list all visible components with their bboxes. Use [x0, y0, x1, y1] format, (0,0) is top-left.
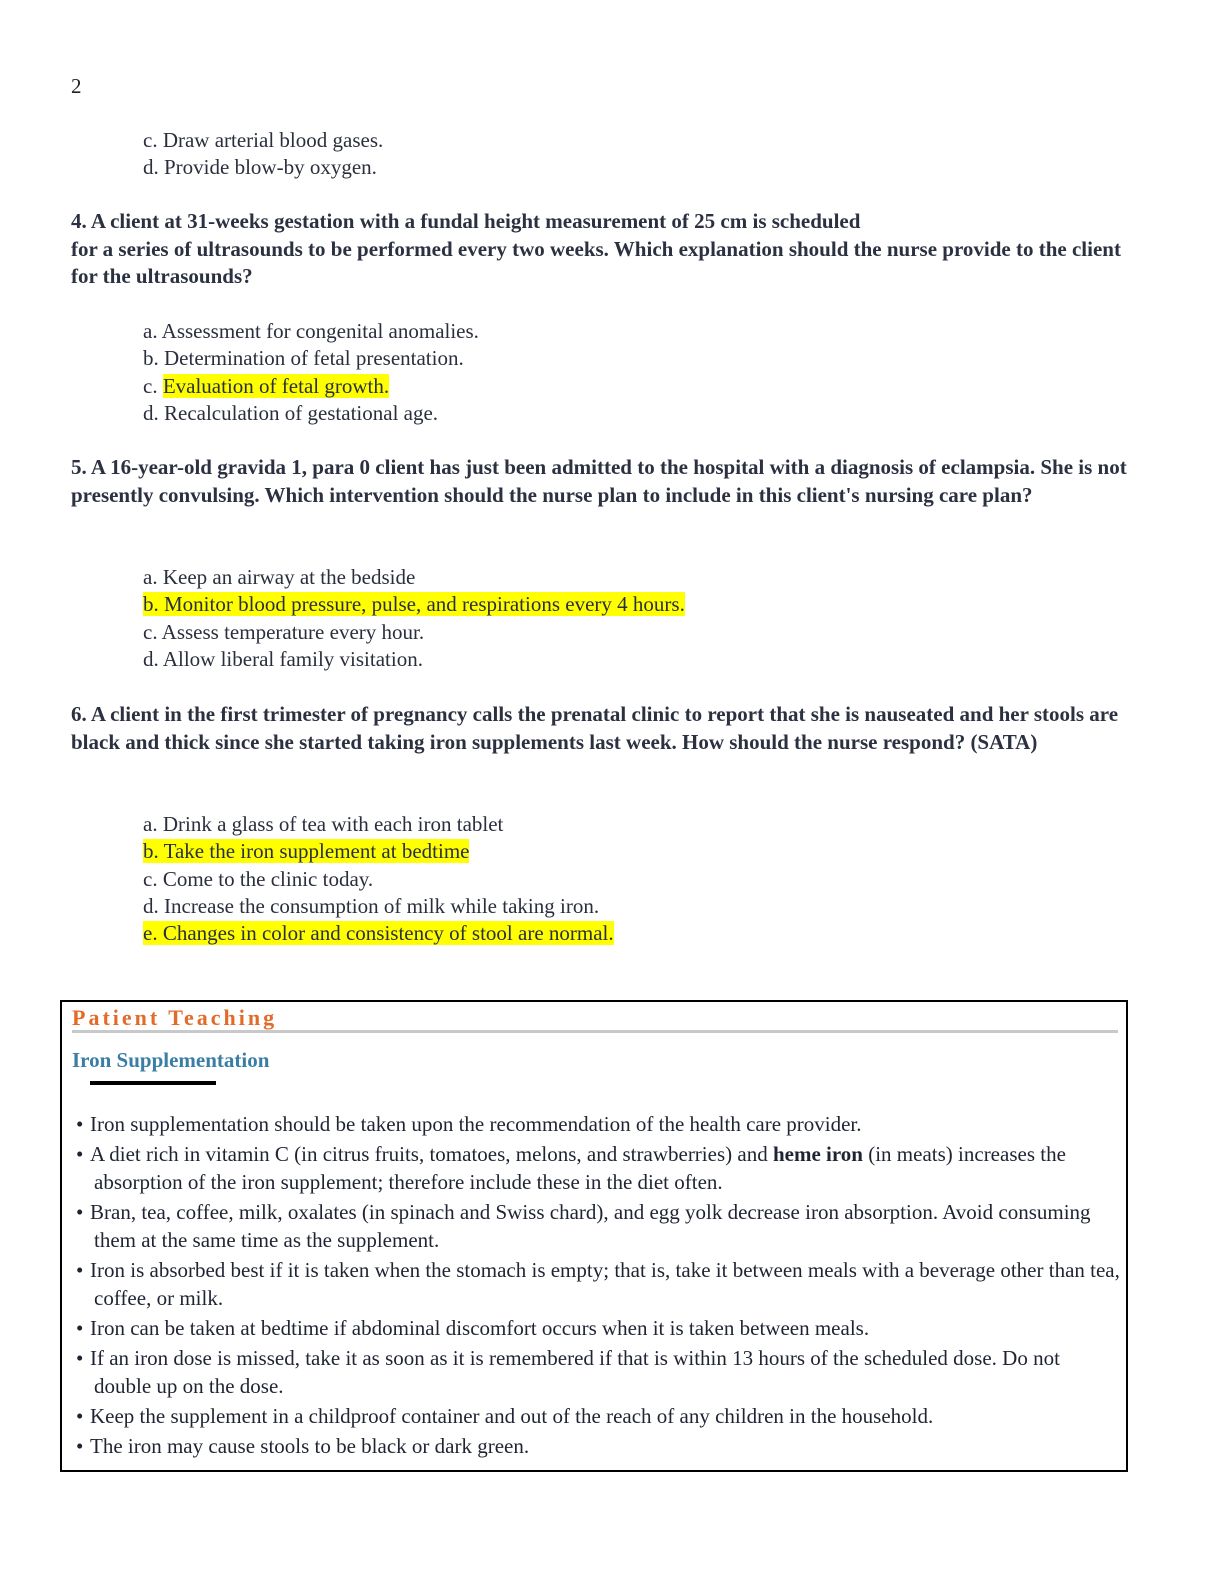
question-number: 4. [71, 209, 87, 233]
teaching-item-text: Bran, tea, coffee, milk, oxalates (in spinach and Swiss chard), and egg yolk decrease iron absorption. Avoid consuming them at the same time as the supplement. [90, 1200, 1091, 1252]
q3-option-c: c. Draw arterial blood gases. [143, 128, 384, 152]
teaching-item-text: A diet rich in vitamin C (in citrus fruits, tomatoes, melons, and strawberries) and [90, 1142, 773, 1166]
question-number: 5. [71, 455, 87, 479]
option-letter: e. [143, 921, 158, 946]
q6-option-b [143, 838, 614, 865]
option-text: Increase the consumption of milk while taking iron. [164, 893, 600, 918]
question-stem: A 16-year-old gravida 1, para 0 client has just been admitted to the hospital with a diagnosis of eclampsia. She is not presently convulsing. Which intervention should the nurse plan to include in this client's nursing care plan? [71, 455, 1127, 507]
option-letter: c. [143, 866, 158, 891]
option-letter: b. [143, 839, 159, 864]
teaching-item-text: The iron may cause stools to be black or dark green. [90, 1434, 530, 1458]
teaching-item [76, 1314, 1122, 1342]
header-divider [72, 1030, 1118, 1033]
option-text: Determination of fetal presentation. [164, 346, 464, 371]
bullet-icon: • [76, 1258, 84, 1282]
teaching-item [76, 1432, 1122, 1460]
bullet-icon: • [76, 1434, 84, 1458]
teaching-subtitle: Iron Supplementation [72, 1048, 270, 1072]
option-letter: b. [143, 592, 159, 617]
option-letter: a. [143, 565, 158, 589]
question-stem-rest: for a series of ultrasounds to be performed every two weeks. Which explanation should the nurse provide to the client for the ultrasounds? [71, 236, 1121, 288]
question-6 [71, 701, 1151, 756]
teaching-item [76, 1402, 1122, 1430]
patient-teaching-box [60, 1000, 1128, 1472]
q6-option-a [143, 811, 614, 838]
question-stem: A client in the first trimester of pregnancy calls the prenatal clinic to report that she is nauseated and her stools are black and thick since she started taking iron supplements last week. How should the nurse respond? (SATA) [71, 702, 1119, 754]
option-text-highlighted: Monitor blood pressure, pulse, and respirations every 4 hours. [164, 592, 685, 617]
subtitle-underline [90, 1081, 216, 1085]
question-5 [71, 454, 1151, 509]
q3-option-d: d. Provide blow-by oxygen. [143, 155, 377, 180]
option-text: Come to the clinic today. [162, 866, 374, 891]
teaching-item [76, 1344, 1122, 1400]
q4-options [143, 318, 479, 427]
option-letter: d. [143, 893, 159, 918]
option-text: Recalculation of gestational age. [164, 400, 439, 425]
q5-option-c [143, 619, 685, 646]
teaching-item [76, 1140, 1122, 1196]
teaching-item-text: Iron supplementation should be taken upon the recommendation of the health care provider. [90, 1112, 862, 1136]
q4-option-c [143, 373, 479, 400]
teaching-item [76, 1198, 1122, 1254]
question-stem-line1: A client at 31-weeks gestation with a fundal height measurement of 25 cm is scheduled [90, 209, 861, 233]
q3-options [143, 127, 383, 182]
teaching-item-text: If an iron dose is missed, take it as soon as it is remembered if that is within 13 hours of the scheduled dose. Do not double up on the dose. [90, 1346, 1060, 1398]
bullet-icon: • [76, 1316, 84, 1340]
option-letter: c. [143, 619, 158, 644]
q5-option-b [143, 591, 685, 618]
option-text: Allow liberal family visitation. [162, 646, 423, 671]
q6-option-c [143, 866, 614, 893]
teaching-item-text: Iron can be taken at bedtime if abdominal discomfort occurs when it is taken between meals. [90, 1316, 870, 1340]
teaching-item [76, 1110, 1122, 1138]
teaching-item-bold-term: heme iron [772, 1142, 863, 1166]
option-letter: a. [143, 812, 158, 836]
option-text: Drink a glass of tea with each iron tablet [162, 812, 504, 836]
question-number: 6. [71, 702, 87, 726]
option-text: Assessment for congenital anomalies. [161, 319, 479, 343]
q6-option-e [143, 920, 614, 947]
option-letter: b. [143, 346, 159, 371]
bullet-icon: • [76, 1142, 84, 1166]
q6-option-d [143, 893, 614, 920]
question-4-line1 [71, 208, 1151, 236]
option-text: Keep an airway at the bedside [162, 565, 416, 589]
page-number: 2 [71, 74, 82, 98]
patient-teaching-header: Patient Teaching [72, 1005, 278, 1030]
bullet-icon: • [76, 1404, 84, 1428]
q5-option-d [143, 646, 685, 673]
teaching-item-text: (in meats) increases the absorption of the iron supplement; therefore include these in the diet often. [94, 1142, 1066, 1194]
teaching-item-text: Keep the supplement in a childproof container and out of the reach of any children in the household. [90, 1404, 934, 1428]
q4-option-d [143, 400, 479, 427]
q5-option-a [143, 564, 685, 591]
bullet-icon: • [76, 1346, 84, 1370]
option-letter: c. [143, 373, 158, 398]
bullet-icon: • [76, 1112, 84, 1136]
option-letter: d. [143, 400, 159, 425]
option-text-highlighted: Evaluation of fetal growth. [162, 373, 390, 398]
option-letter: d. [143, 646, 159, 671]
teaching-item [76, 1256, 1122, 1312]
option-text: Assess temperature every hour. [161, 619, 425, 644]
bullet-icon: • [76, 1200, 84, 1224]
option-text-highlighted: Take the iron supplement at bedtime [163, 839, 470, 864]
q6-options [143, 811, 614, 947]
q4-option-a [143, 318, 479, 345]
teaching-list [76, 1110, 1122, 1462]
question-4 [71, 208, 1151, 291]
q5-options [143, 564, 685, 673]
option-letter: a. [143, 319, 158, 343]
q4-option-b [143, 345, 479, 372]
option-text-highlighted: Changes in color and consistency of stool are normal. [162, 921, 614, 946]
teaching-item-text: Iron is absorbed best if it is taken when the stomach is empty; that is, take it between meals with a beverage other than tea, coffee, or milk. [90, 1258, 1120, 1310]
